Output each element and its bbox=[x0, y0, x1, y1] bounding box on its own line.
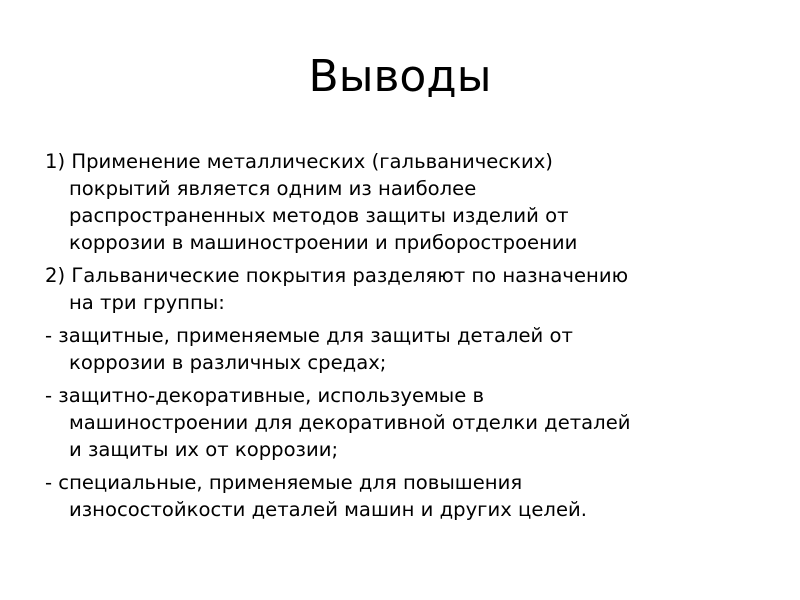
slide-paragraph bbox=[45, 148, 763, 256]
paragraph-line: распространенных методов защиты изделий от bbox=[69, 204, 569, 227]
paragraph-line: покрытий является одним из наиболее bbox=[69, 177, 477, 200]
slide-paragraph bbox=[45, 469, 763, 523]
paragraph-line: - защитные, применяемые для защиты деталей от bbox=[45, 324, 573, 347]
paragraph-line: 1) Применение металлических (гальванических) bbox=[45, 150, 553, 173]
paragraph-line: - специальные, применяемые для повышения bbox=[45, 471, 523, 494]
slide-body bbox=[45, 148, 763, 529]
paragraph-line: - защитно-декоративные, используемые в bbox=[45, 384, 485, 407]
paragraph-line: коррозии в машиностроении и приборостроении bbox=[69, 231, 578, 254]
paragraph-line: 2) Гальванические покрытия разделяют по назначению bbox=[45, 264, 629, 287]
paragraph-line: и защиты их от коррозии; bbox=[69, 438, 339, 461]
slide-title: Выводы bbox=[308, 51, 492, 102]
slide-paragraph bbox=[45, 382, 763, 463]
paragraph-line: коррозии в различных средах; bbox=[69, 351, 387, 374]
slide-paragraph bbox=[45, 262, 763, 316]
paragraph-line: на три группы: bbox=[69, 291, 225, 314]
paragraph-line: износостойкости деталей машин и других целей. bbox=[69, 498, 587, 521]
paragraph-line: машиностроении для декоративной отделки деталей bbox=[69, 411, 631, 434]
slide-paragraph bbox=[45, 322, 763, 376]
